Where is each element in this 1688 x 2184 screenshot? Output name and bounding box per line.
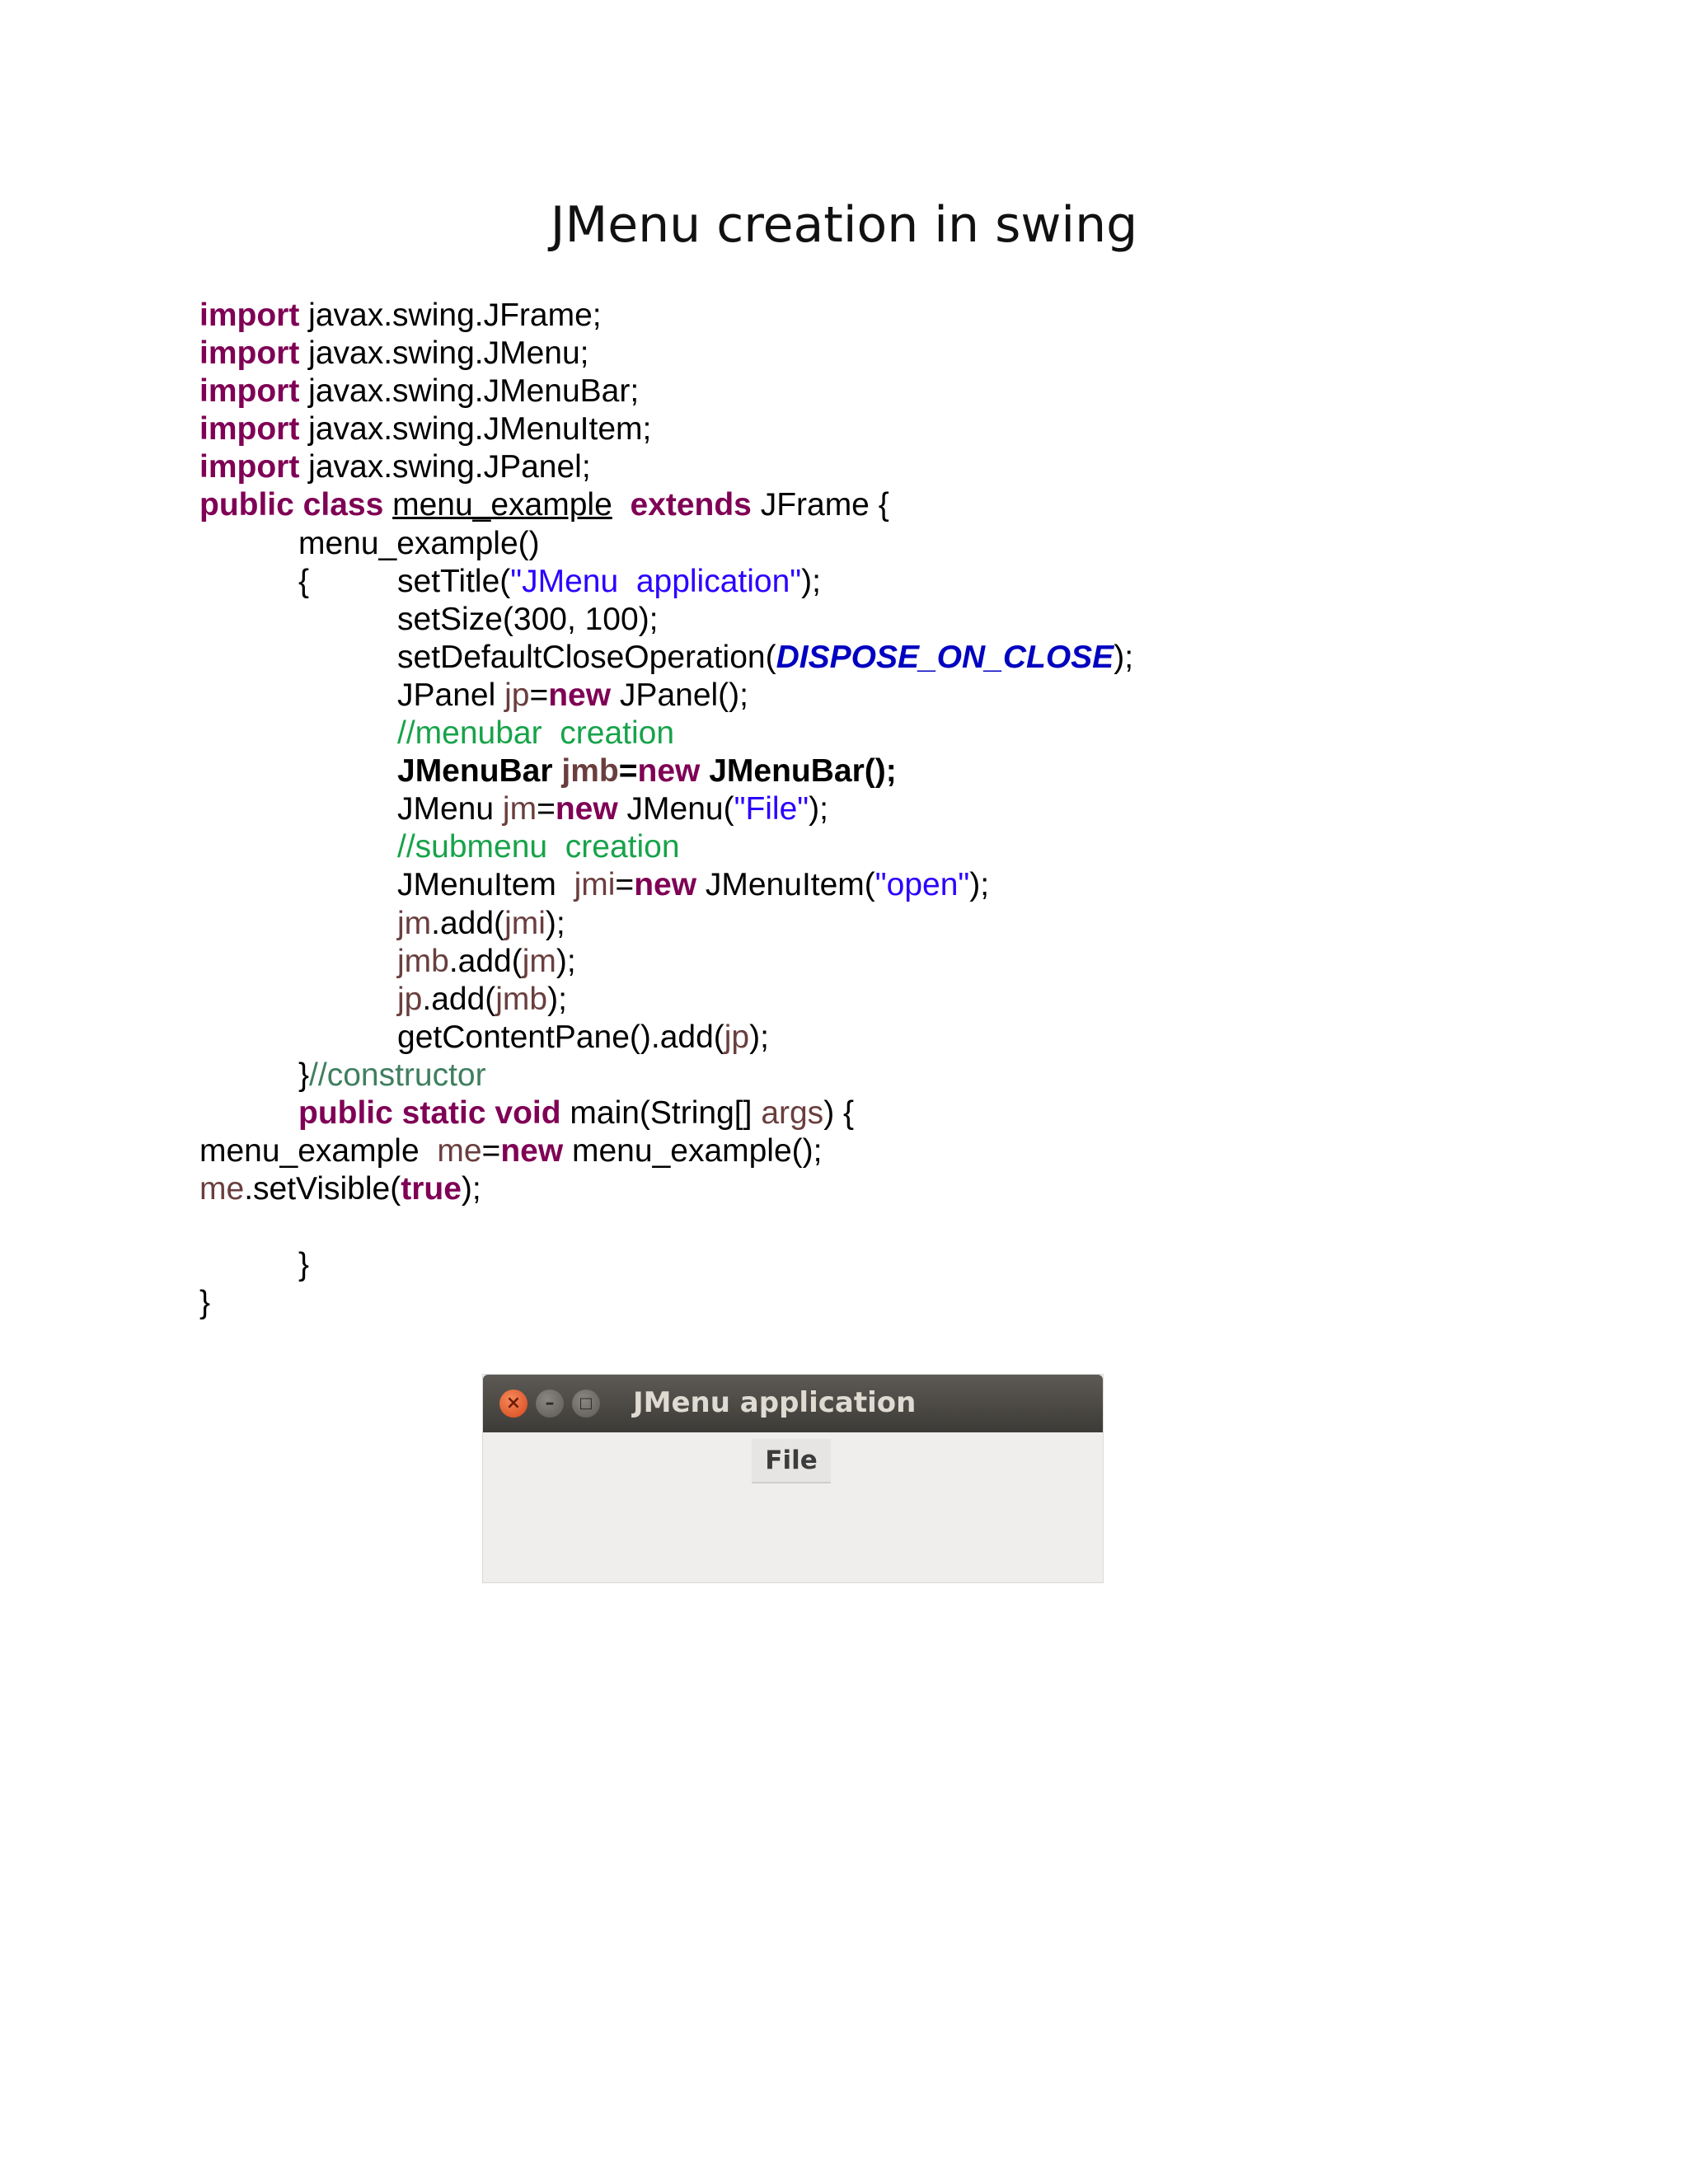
code-line: me.setVisible(true); — [199, 1171, 481, 1207]
code-line: jmb.add(jm); — [397, 944, 576, 979]
window-title: JMenu application — [633, 1386, 917, 1419]
code-comment: //submenu creation — [397, 829, 680, 865]
minimize-icon[interactable]: – — [536, 1390, 564, 1418]
code-line: setSize(300, 100); — [397, 602, 659, 637]
code-line: setTitle("JMenu application"); — [397, 564, 821, 599]
code-line: menu_example me=new menu_example(); — [199, 1133, 823, 1169]
code-line: JPanel jp=new JPanel(); — [397, 677, 748, 713]
code-line: { — [298, 564, 310, 599]
code-line: } — [199, 1285, 211, 1320]
code-line: } — [298, 1247, 310, 1282]
maximize-icon[interactable]: □ — [572, 1390, 600, 1418]
code-line: import javax.swing.JMenuItem; — [199, 411, 652, 447]
code-comment: //menubar creation — [397, 715, 675, 751]
code-line: jp.add(jmb); — [397, 982, 567, 1017]
code-line: import javax.swing.JMenuBar; — [199, 373, 640, 409]
code-line: import javax.swing.JFrame; — [199, 298, 602, 333]
document-title: JMenu creation in swing — [550, 196, 1138, 254]
code-line: public static void main(String[] args) { — [298, 1095, 855, 1131]
code-line: JMenu jm=new JMenu("File"); — [397, 791, 828, 827]
code-line: import javax.swing.JPanel; — [199, 449, 591, 485]
code-line: JMenuItem jmi=new JMenuItem("open"); — [397, 867, 990, 902]
code-line: JMenuBar jmb=new JMenuBar(); — [397, 753, 897, 789]
code-line: jm.add(jmi); — [397, 906, 565, 941]
menu-file[interactable]: File — [752, 1439, 831, 1483]
code-line: getContentPane().add(jp); — [397, 1019, 769, 1055]
code-line: }//constructor — [298, 1057, 486, 1093]
close-icon[interactable]: × — [499, 1390, 528, 1418]
code-line: menu_example() — [298, 526, 540, 561]
code-line: setDefaultCloseOperation(DISPOSE_ON_CLOSE); — [397, 640, 1134, 675]
code-line: public class menu_example extends JFrame { — [199, 487, 889, 523]
window-title-bar — [483, 1375, 1103, 1432]
code-line: import javax.swing.JMenu; — [199, 335, 589, 371]
swing-window-screenshot — [483, 1375, 1103, 1582]
